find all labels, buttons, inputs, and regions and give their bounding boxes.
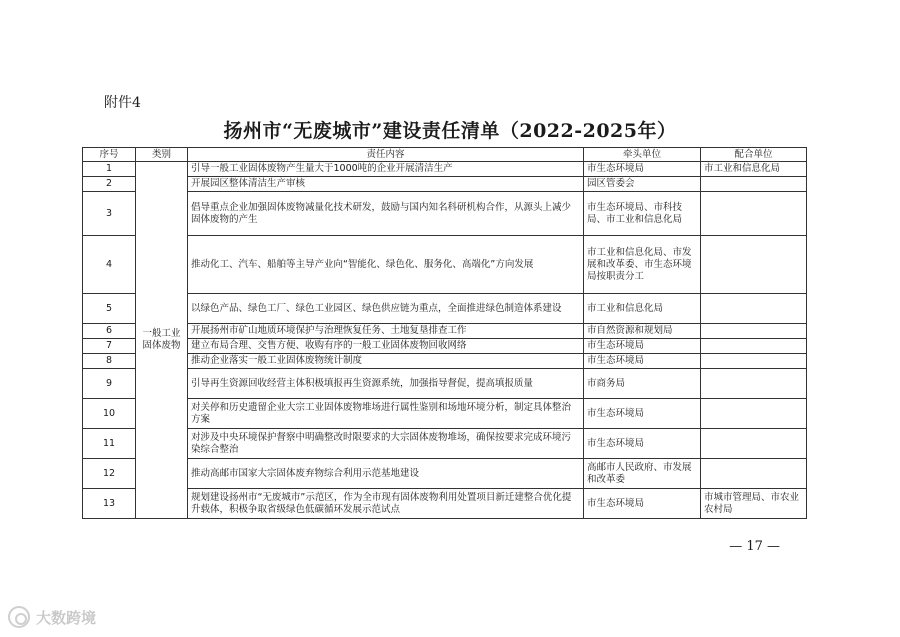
- document-title: 扬州市“无废城市”建设责任清单（2022-2025年）: [223, 120, 677, 142]
- annex-label: 附件4: [104, 95, 141, 111]
- row-lead: 市工业和信息化局: [584, 294, 701, 324]
- row-lead: 市工业和信息化局、市发展和改革委、市生态环境局按职责分工: [584, 236, 701, 294]
- row-lead: 市生态环境局: [584, 399, 701, 429]
- row-no: 4: [83, 236, 136, 294]
- row-no: 7: [83, 339, 136, 354]
- row-no: 11: [83, 429, 136, 459]
- row-no: 2: [83, 177, 136, 192]
- header-lead: 牵头单位: [584, 148, 701, 162]
- row-lead: 市商务局: [584, 369, 701, 399]
- table-row: [83, 294, 807, 324]
- table-row: [83, 162, 807, 177]
- row-content: 引导一般工业固体废物产生量大于1000吨的企业开展清洁生产: [188, 162, 584, 177]
- row-content: 开展园区整体清洁生产审核: [188, 177, 584, 192]
- watermark-logo-icon: [8, 606, 30, 628]
- row-lead: 高邮市人民政府、市发展和改革委: [584, 459, 701, 489]
- row-no: 8: [83, 354, 136, 369]
- row-lead: 市自然资源和规划局: [584, 324, 701, 339]
- table-row: [83, 324, 807, 339]
- row-assist: [701, 354, 807, 369]
- header-no: 序号: [83, 148, 136, 162]
- row-assist: [701, 177, 807, 192]
- row-assist: [701, 399, 807, 429]
- row-content: 开展扬州市矿山地质环境保护与治理恢复任务、土地复垦排查工作: [188, 324, 584, 339]
- row-content: 倡导重点企业加强固体废物减量化技术研发，鼓励与国内知名科研机构合作，从源头上减少固体废物的产生: [188, 192, 584, 236]
- header-assist: 配合单位: [701, 148, 807, 162]
- row-no: 13: [83, 489, 136, 519]
- category-cell: 一般工业固体废物: [136, 162, 188, 519]
- responsibility-table: [82, 147, 807, 519]
- row-content: 规划建设扬州市“无废城市”示范区，作为全市现有固体废物利用处置项目新迁建整合优化提升载体，积极争取省级绿色低碳循环发展示范试点: [188, 489, 584, 519]
- page-number: — 17 —: [729, 539, 780, 554]
- header-category: 类别: [136, 148, 188, 162]
- table-row: [83, 354, 807, 369]
- row-content: 推动化工、汽车、船舶等主导产业向“智能化、绿色化、服务化、高端化”方向发展: [188, 236, 584, 294]
- row-lead: 市生态环境局: [584, 429, 701, 459]
- watermark-text: 大数跨境: [36, 608, 97, 627]
- watermark: [8, 606, 96, 628]
- row-assist: [701, 192, 807, 236]
- table-row: [83, 177, 807, 192]
- row-no: 1: [83, 162, 136, 177]
- row-assist: [701, 339, 807, 354]
- row-lead: 市生态环境局、市科技局、市工业和信息化局: [584, 192, 701, 236]
- row-content: 对涉及中央环境保护督察中明确整改时限要求的大宗固体废物堆场，确保按要求完成环境污染综合整治: [188, 429, 584, 459]
- row-no: 12: [83, 459, 136, 489]
- row-content: 对关停和历史遗留企业大宗工业固体废物堆场进行属性鉴别和场地环境分析，制定具体整治方案: [188, 399, 584, 429]
- row-content: 建立布局合理、交售方便、收购有序的一般工业固体废物回收网络: [188, 339, 584, 354]
- row-lead: 市生态环境局: [584, 354, 701, 369]
- row-content: 推动企业落实一般工业固体废物统计制度: [188, 354, 584, 369]
- row-content: 引导再生资源回收经营主体积极填报再生资源系统，加强指导督促，提高填报质量: [188, 369, 584, 399]
- table-row: [83, 369, 807, 399]
- row-assist: 市工业和信息化局: [701, 162, 807, 177]
- row-assist: [701, 429, 807, 459]
- table-row: [83, 429, 807, 459]
- row-no: 10: [83, 399, 136, 429]
- table-row: [83, 489, 807, 519]
- row-content: 以绿色产品、绿色工厂、绿色工业园区、绿色供应链为重点，全面推进绿色制造体系建设: [188, 294, 584, 324]
- row-assist: [701, 324, 807, 339]
- table-header-row: [83, 148, 807, 162]
- row-content: 推动高邮市国家大宗固体废弃物综合利用示范基地建设: [188, 459, 584, 489]
- row-no: 9: [83, 369, 136, 399]
- header-content: 责任内容: [188, 148, 584, 162]
- table-row: [83, 339, 807, 354]
- row-assist: [701, 294, 807, 324]
- row-assist: [701, 459, 807, 489]
- row-assist: [701, 369, 807, 399]
- table-row: [83, 399, 807, 429]
- table-row: [83, 192, 807, 236]
- row-lead: 园区管委会: [584, 177, 701, 192]
- row-no: 6: [83, 324, 136, 339]
- row-no: 5: [83, 294, 136, 324]
- row-lead: 市生态环境局: [584, 489, 701, 519]
- table-row: [83, 236, 807, 294]
- row-assist: 市城市管理局、市农业农村局: [701, 489, 807, 519]
- row-lead: 市生态环境局: [584, 339, 701, 354]
- table-row: [83, 459, 807, 489]
- row-assist: [701, 236, 807, 294]
- row-lead: 市生态环境局: [584, 162, 701, 177]
- row-no: 3: [83, 192, 136, 236]
